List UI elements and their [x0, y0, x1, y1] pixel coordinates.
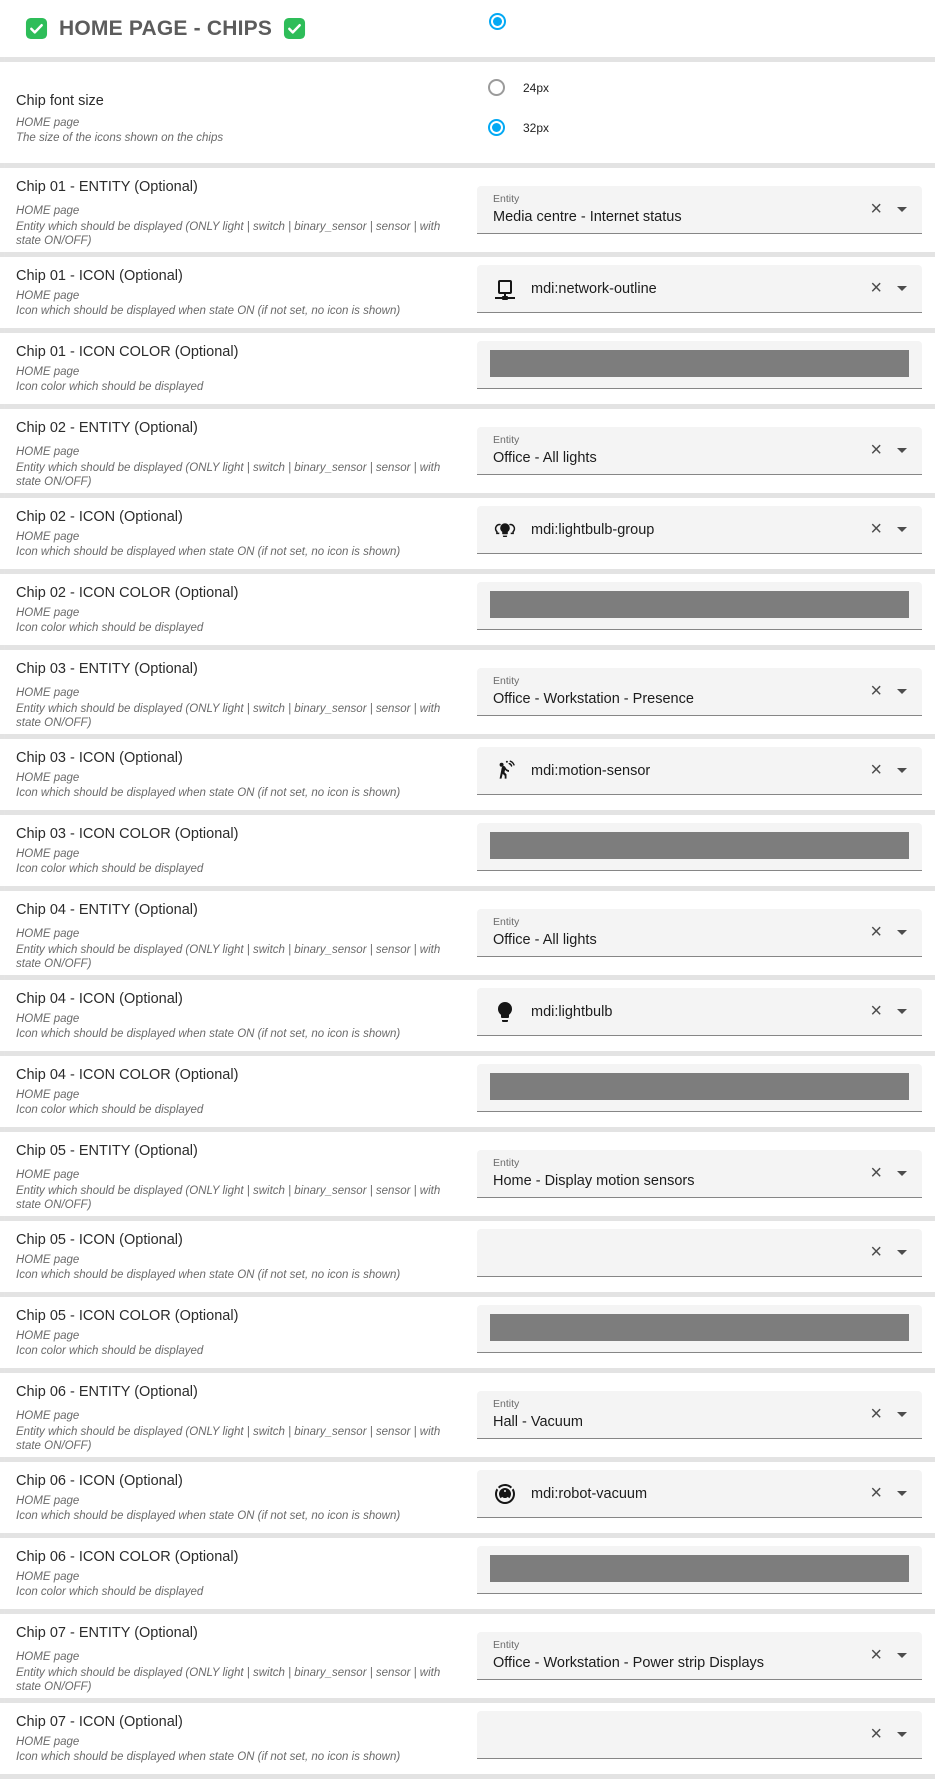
caret-shape: [897, 1250, 907, 1255]
config-row-entity: [0, 1373, 935, 1457]
row-subtitle: HOME page: [16, 848, 80, 860]
green-checkbox-icon: [25, 17, 48, 40]
row-title: Chip 07 - ENTITY (Optional): [16, 1625, 198, 1641]
row-title: Chip 05 - ICON (Optional): [16, 1232, 183, 1248]
chevron-down-icon[interactable]: [897, 427, 907, 474]
config-row-icon: [0, 1221, 935, 1292]
row-subtitle: HOME page: [16, 1736, 80, 1748]
row-subtitle: HOME page: [16, 531, 80, 543]
row-title: Chip 05 - ICON COLOR (Optional): [16, 1308, 239, 1324]
row-title: Chip 04 - ENTITY (Optional): [16, 902, 198, 918]
row-title: Chip 06 - ICON (Optional): [16, 1473, 183, 1489]
clear-icon[interactable]: ×: [870, 1162, 882, 1184]
icon-value: mdi:robot-vacuum: [531, 1485, 648, 1502]
icon-field-content: [493, 265, 657, 312]
robot-vacuum-icon: [493, 1482, 517, 1506]
chip-font-size-section: [0, 62, 935, 163]
chevron-down-icon[interactable]: [897, 1229, 907, 1276]
caret-shape: [897, 527, 907, 532]
clear-icon[interactable]: ×: [870, 518, 882, 540]
config-row-entity: [0, 168, 935, 252]
caret-shape: [897, 1009, 907, 1014]
row-title: Chip 04 - ICON COLOR (Optional): [16, 1067, 239, 1083]
icon-value: mdi:network-outline: [531, 280, 657, 297]
clear-icon[interactable]: ×: [870, 1000, 882, 1022]
row-title: Chip 02 - ICON (Optional): [16, 509, 183, 525]
row-subtitle: HOME page: [16, 607, 80, 619]
row-title: Chip 01 - ICON COLOR (Optional): [16, 344, 239, 360]
entity-value: Office - Workstation - Presence: [493, 691, 694, 707]
row-subtitle: HOME page: [16, 446, 80, 458]
entity-value: Home - Display motion sensors: [493, 1173, 695, 1189]
chevron-down-icon[interactable]: [897, 909, 907, 956]
entity-select-field[interactable]: [477, 1632, 922, 1680]
row-description: Icon color which should be displayed: [16, 1586, 204, 1598]
caret-shape: [897, 286, 907, 291]
row-title: Chip 04 - ICON (Optional): [16, 991, 183, 1007]
chevron-down-icon[interactable]: [897, 1391, 907, 1438]
radio-button-24px[interactable]: [488, 79, 505, 96]
setting-title: Chip font size: [16, 93, 104, 109]
row-title: Chip 03 - ICON COLOR (Optional): [16, 826, 239, 842]
config-row-color: [0, 1056, 935, 1127]
caret-shape: [897, 1171, 907, 1176]
field-label: Entity: [493, 1398, 520, 1410]
row-description: Entity which should be displayed (ONLY light | switch | binary_sensor | sensor | with state ON/OFF): [16, 1426, 441, 1452]
config-row-icon: [0, 498, 935, 569]
icon-field-content: [493, 747, 650, 794]
icon-field-content: [493, 988, 612, 1035]
row-title: Chip 02 - ENTITY (Optional): [16, 420, 198, 436]
entity-select-field[interactable]: [477, 909, 922, 957]
header-radio-button[interactable]: [489, 13, 506, 30]
entity-select-field[interactable]: [477, 668, 922, 716]
caret-shape: [897, 1653, 907, 1658]
clear-icon[interactable]: ×: [870, 439, 882, 461]
row-title: Chip 02 - ICON COLOR (Optional): [16, 585, 239, 601]
row-description: Entity which should be displayed (ONLY light | switch | binary_sensor | sensor | with state ON/OFF): [16, 944, 441, 970]
row-description: Icon color which should be displayed: [16, 381, 204, 393]
icon-select-field[interactable]: [477, 1229, 922, 1277]
setting-description: The size of the icons shown on the chips: [16, 132, 224, 144]
row-title: Chip 05 - ENTITY (Optional): [16, 1143, 198, 1159]
chevron-down-icon[interactable]: [897, 506, 907, 553]
row-subtitle: HOME page: [16, 290, 80, 302]
green-checkbox-icon: [283, 17, 306, 40]
clear-icon[interactable]: ×: [870, 1241, 882, 1263]
caret-shape: [897, 1732, 907, 1737]
field-label: Entity: [493, 434, 520, 446]
entity-select-field[interactable]: [477, 1150, 922, 1198]
entity-value: Office - All lights: [493, 450, 597, 466]
config-row-icon: [0, 257, 935, 328]
caret-shape: [897, 448, 907, 453]
row-description: Icon color which should be displayed: [16, 863, 204, 875]
icon-value: mdi:motion-sensor: [531, 762, 651, 779]
row-title: Chip 03 - ICON (Optional): [16, 750, 183, 766]
row-description: Icon which should be displayed when state ON (if not set, no icon is shown): [16, 1751, 401, 1763]
font-size-option-32px[interactable]: [488, 119, 549, 136]
config-row-entity: [0, 1132, 935, 1216]
section-divider: [0, 1774, 935, 1779]
clear-icon[interactable]: ×: [870, 1482, 882, 1504]
motion-sensor-icon: [493, 759, 517, 783]
lightbulb-icon: [493, 1000, 517, 1024]
caret-shape: [897, 930, 907, 935]
field-label: Entity: [493, 675, 520, 687]
clear-icon[interactable]: ×: [870, 277, 882, 299]
chevron-down-icon[interactable]: [897, 186, 907, 233]
icon-select-field[interactable]: [477, 747, 922, 795]
row-description: Icon color which should be displayed: [16, 622, 204, 634]
row-subtitle: HOME page: [16, 1495, 80, 1507]
clear-icon[interactable]: ×: [870, 1403, 882, 1425]
clear-icon[interactable]: ×: [870, 198, 882, 220]
row-subtitle: HOME page: [16, 687, 80, 699]
chevron-down-icon[interactable]: [897, 668, 907, 715]
page-header: [0, 0, 935, 57]
clear-icon[interactable]: ×: [870, 1644, 882, 1666]
entity-select-field[interactable]: [477, 1391, 922, 1439]
font-size-option-24px[interactable]: [488, 79, 549, 96]
row-description: Entity which should be displayed (ONLY light | switch | binary_sensor | sensor | with state ON/OFF): [16, 221, 441, 247]
row-description: Icon which should be displayed when state ON (if not set, no icon is shown): [16, 546, 401, 558]
entity-value: Office - Workstation - Power strip Displays: [493, 1655, 765, 1671]
row-description: Entity which should be displayed (ONLY light | switch | binary_sensor | sensor | with state ON/OFF): [16, 1667, 441, 1693]
row-title: Chip 06 - ICON COLOR (Optional): [16, 1549, 239, 1565]
icon-color-picker[interactable]: [477, 823, 922, 871]
field-label: Entity: [493, 1639, 520, 1651]
color-swatch[interactable]: [490, 591, 909, 618]
row-description: Entity which should be displayed (ONLY light | switch | binary_sensor | sensor | with state ON/OFF): [16, 1185, 441, 1211]
chevron-down-icon[interactable]: [897, 1150, 907, 1197]
caret-shape: [897, 207, 907, 212]
row-subtitle: HOME page: [16, 366, 80, 378]
setting-subtitle: HOME page: [16, 117, 80, 129]
lightbulb-group-icon: [493, 518, 517, 542]
clear-icon[interactable]: ×: [870, 680, 882, 702]
icon-select-field[interactable]: [477, 265, 922, 313]
row-description: Icon which should be displayed when state ON (if not set, no icon is shown): [16, 1028, 401, 1040]
config-rows: [0, 168, 935, 1779]
row-description: Icon which should be displayed when state ON (if not set, no icon is shown): [16, 1269, 401, 1281]
radio-label: 24px: [523, 80, 550, 95]
config-row-color: [0, 1297, 935, 1368]
config-row-icon: [0, 1703, 935, 1774]
color-swatch[interactable]: [490, 1314, 909, 1341]
config-row-color: [0, 333, 935, 404]
chevron-down-icon[interactable]: [897, 265, 907, 312]
caret-shape: [897, 768, 907, 773]
row-title: Chip 03 - ENTITY (Optional): [16, 661, 198, 677]
row-description: Icon which should be displayed when state ON (if not set, no icon is shown): [16, 787, 401, 799]
caret-shape: [897, 689, 907, 694]
icon-color-picker[interactable]: [477, 1305, 922, 1353]
config-row-icon: [0, 739, 935, 810]
page-title: HOME PAGE - CHIPS: [59, 16, 273, 40]
clear-icon[interactable]: ×: [870, 759, 882, 781]
row-subtitle: HOME page: [16, 772, 80, 784]
row-description: Icon color which should be displayed: [16, 1345, 204, 1357]
row-description: Entity which should be displayed (ONLY light | switch | binary_sensor | sensor | with state ON/OFF): [16, 462, 441, 488]
color-swatch[interactable]: [490, 350, 909, 377]
row-subtitle: HOME page: [16, 1330, 80, 1342]
config-row-entity: [0, 891, 935, 975]
row-title: Chip 06 - ENTITY (Optional): [16, 1384, 198, 1400]
icon-field-content: [493, 506, 654, 553]
entity-value: Hall - Vacuum: [493, 1414, 583, 1430]
row-subtitle: HOME page: [16, 928, 80, 940]
config-row-entity: [0, 1614, 935, 1698]
row-title: Chip 01 - ICON (Optional): [16, 268, 183, 284]
entity-select-field[interactable]: [477, 427, 922, 475]
color-swatch[interactable]: [490, 1555, 909, 1582]
network-outline-icon: [493, 277, 517, 301]
row-subtitle: HOME page: [16, 1571, 80, 1583]
row-title: Chip 01 - ENTITY (Optional): [16, 179, 198, 195]
config-row-color: [0, 574, 935, 645]
row-subtitle: HOME page: [16, 1089, 80, 1101]
config-row-color: [0, 815, 935, 886]
caret-shape: [897, 1412, 907, 1417]
icon-select-field[interactable]: [477, 1711, 922, 1759]
icon-select-field[interactable]: [477, 988, 922, 1036]
icon-value: mdi:lightbulb: [531, 1003, 613, 1020]
radio-button-32px[interactable]: [488, 119, 505, 136]
color-swatch[interactable]: [490, 832, 909, 859]
clear-icon[interactable]: ×: [870, 921, 882, 943]
row-description: Icon color which should be displayed: [16, 1104, 204, 1116]
entity-value: Office - All lights: [493, 932, 597, 948]
row-subtitle: HOME page: [16, 1169, 80, 1181]
row-subtitle: HOME page: [16, 1651, 80, 1663]
config-row-icon: [0, 980, 935, 1051]
row-subtitle: HOME page: [16, 1410, 80, 1422]
row-subtitle: HOME page: [16, 1013, 80, 1025]
config-row-entity: [0, 409, 935, 493]
color-swatch[interactable]: [490, 1073, 909, 1100]
row-subtitle: HOME page: [16, 205, 80, 217]
icon-color-picker[interactable]: [477, 1546, 922, 1594]
row-description: Entity which should be displayed (ONLY light | switch | binary_sensor | sensor | with state ON/OFF): [16, 703, 441, 729]
icon-value: mdi:lightbulb-group: [531, 521, 655, 538]
radio-label: 32px: [523, 120, 550, 135]
icon-select-field[interactable]: [477, 1470, 922, 1518]
clear-icon[interactable]: ×: [870, 1723, 882, 1745]
icon-color-picker[interactable]: [477, 1064, 922, 1112]
row-description: Icon which should be displayed when state ON (if not set, no icon is shown): [16, 305, 401, 317]
icon-field-content: [493, 1470, 647, 1517]
chevron-down-icon[interactable]: [897, 988, 907, 1035]
config-row-entity: [0, 650, 935, 734]
field-label: Entity: [493, 1157, 520, 1169]
icon-color-picker[interactable]: [477, 341, 922, 389]
icon-select-field[interactable]: [477, 506, 922, 554]
chevron-down-icon[interactable]: [897, 1711, 907, 1758]
chevron-down-icon[interactable]: [897, 1470, 907, 1517]
config-row-color: [0, 1538, 935, 1609]
config-row-icon: [0, 1462, 935, 1533]
chevron-down-icon[interactable]: [897, 747, 907, 794]
entity-value: Media centre - Internet status: [493, 209, 682, 225]
field-label: Entity: [493, 916, 520, 928]
row-description: Icon which should be displayed when state ON (if not set, no icon is shown): [16, 1510, 401, 1522]
caret-shape: [897, 1491, 907, 1496]
chevron-down-icon[interactable]: [897, 1632, 907, 1679]
entity-select-field[interactable]: [477, 186, 922, 234]
row-subtitle: HOME page: [16, 1254, 80, 1266]
row-title: Chip 07 - ICON (Optional): [16, 1714, 183, 1730]
field-label: Entity: [493, 193, 520, 205]
icon-color-picker[interactable]: [477, 582, 922, 630]
